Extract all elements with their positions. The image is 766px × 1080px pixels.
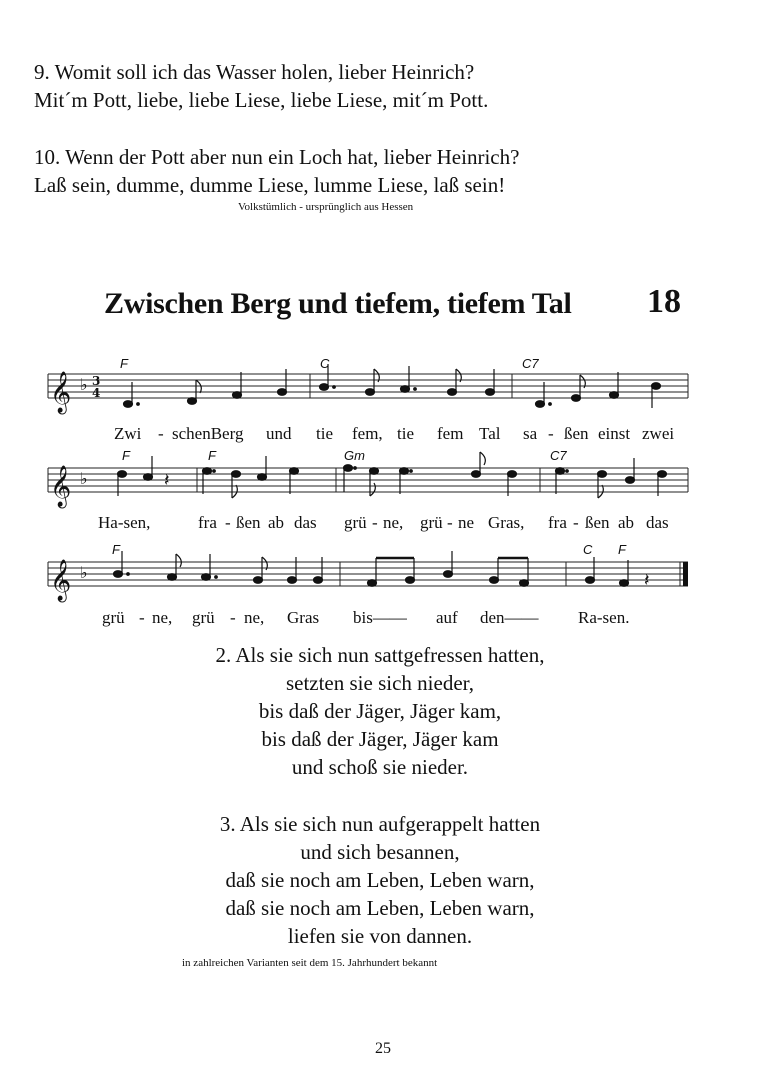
chord-symbol: F [120, 356, 128, 371]
lyric-syllable: grü [192, 608, 215, 627]
treble-clef-icon: 𝄞 [50, 372, 72, 413]
lyric-syllable: ne [458, 513, 475, 532]
stanza-3 [160, 810, 600, 950]
lyric-hyphen: - [158, 424, 164, 443]
stanza-line: und schoß sie nieder. [291, 755, 469, 779]
chord-symbol: F [112, 542, 120, 557]
lyric-syllable: sa [523, 424, 538, 443]
lyric-hyphen: - [139, 608, 145, 627]
lyric-hyphen: - [548, 424, 554, 443]
stanza-line: setzten sie sich nieder, [285, 671, 475, 695]
lyric-hyphen: - [230, 608, 236, 627]
lyric-syllable: Ha-sen, [98, 513, 151, 532]
stanza-line: bis daß der Jäger, Jäger kam, [258, 699, 502, 723]
lyrics-system-1 [0, 424, 766, 446]
song-number: 18 [647, 283, 681, 320]
verse-line: 9. Womit soll ich das Wasser holen, lieber Heinrich? [34, 60, 475, 84]
chord-symbol: F [208, 448, 216, 463]
chord-symbol: C7 [550, 448, 567, 463]
lyric-syllable: das [646, 513, 669, 532]
lyric-syllable: das [294, 513, 317, 532]
verse-line: 10. Wenn der Pott aber nun ein Loch hat, lieber Heinrich? [34, 145, 520, 169]
treble-clef-icon: 𝄞 [50, 560, 72, 601]
lyric-hyphen: - [573, 513, 579, 532]
svg-text:3: 3 [92, 374, 101, 388]
lyric-syllable: Tal [479, 424, 501, 443]
page-number: 25 [375, 1040, 391, 1057]
lyric-syllable: ne, [383, 513, 404, 532]
stanza-line: 2. Als sie sich nun sattgefressen hatten, [215, 643, 545, 667]
svg-text:♭: ♭ [80, 375, 88, 394]
lyric-syllable: fem [437, 424, 464, 443]
lyric-syllable: ßen [585, 513, 610, 532]
lyric-syllable: Ra-sen. [578, 608, 630, 627]
stanza-line: und sich besannen, [300, 840, 460, 864]
lyric-syllable: Gras, [488, 513, 525, 532]
lyric-syllable: einst [598, 424, 631, 443]
lyrics-system-3 [0, 608, 766, 630]
lyric-syllable: Zwi [114, 424, 142, 443]
verse-10 [34, 143, 519, 199]
chord-symbol: C7 [522, 356, 539, 371]
lyric-hyphen: - [225, 513, 231, 532]
lyric-syllable: ne, [152, 608, 173, 627]
lyric-syllable: tie [316, 424, 333, 443]
lyric-syllable: fra [198, 513, 217, 532]
lyric-syllable: ßen [236, 513, 261, 532]
lyrics-system-2 [0, 513, 766, 535]
svg-text:♭: ♭ [80, 563, 88, 582]
stanza-line: 3. Als sie sich nun aufgerappelt hatten [219, 812, 541, 836]
lyric-syllable: Gras [287, 608, 320, 627]
lyric-syllable: bis—— [353, 608, 407, 627]
lyric-syllable: fra [548, 513, 567, 532]
lyric-syllable: zwei [642, 424, 675, 443]
song-credit: in zahlreichen Varianten seit dem 15. Jahrhundert bekannt [182, 957, 438, 969]
song-title: Zwischen Berg und tiefem, tiefem Tal [104, 287, 572, 320]
prev-song-credit: Volkstümlich - ursprünglich aus Hessen [238, 201, 414, 213]
chord-symbol: C [583, 542, 593, 557]
lyric-syllable: fem, [352, 424, 383, 443]
chord-symbol: F [618, 542, 626, 557]
lyric-syllable: und [266, 424, 292, 443]
final-barline [683, 562, 688, 586]
lyric-syllable: den—— [480, 608, 539, 627]
verse-line: Laß sein, dumme, dumme Liese, lumme Liese, laß sein! [34, 173, 506, 197]
stanza-line: bis daß der Jäger, Jäger kam [261, 727, 499, 751]
lyric-syllable: ne, [244, 608, 265, 627]
lyric-syllable: tie [397, 424, 414, 443]
chord-symbol: C [320, 356, 330, 371]
lyric-syllable: auf [436, 608, 458, 627]
lyric-hyphen: - [447, 513, 453, 532]
verse-9 [34, 58, 488, 114]
svg-text:4: 4 [92, 386, 101, 400]
treble-clef-icon: 𝄞 [50, 466, 72, 507]
lyric-syllable: grü [344, 513, 367, 532]
lyric-syllable: grü [420, 513, 443, 532]
stanza-line: liefen sie von dannen. [287, 924, 473, 948]
chord-symbol: Gm [344, 448, 365, 463]
notes-system-3 [114, 551, 650, 590]
chord-symbol: F [122, 448, 130, 463]
verse-line: Mit´m Pott, liebe, liebe Liese, liebe Liese, mit´m Pott. [34, 88, 489, 112]
notes-system-2 [118, 452, 667, 498]
lyric-syllable: ßen [564, 424, 589, 443]
lyric-syllable: ab [618, 513, 635, 532]
svg-text:𝄽: 𝄽 [644, 570, 650, 590]
svg-text:♭: ♭ [80, 469, 88, 488]
lyric-syllable: grü [102, 608, 125, 627]
music-staff-1 [0, 360, 766, 430]
lyric-syllable: schenBerg [172, 424, 244, 443]
stanza-2 [160, 641, 600, 781]
svg-text:𝄽: 𝄽 [164, 470, 170, 490]
lyric-syllable: ab [268, 513, 285, 532]
stanza-line: daß sie noch am Leben, Leben warn, [225, 896, 535, 920]
stanza-line: daß sie noch am Leben, Leben warn, [225, 868, 535, 892]
lyric-hyphen: - [372, 513, 378, 532]
